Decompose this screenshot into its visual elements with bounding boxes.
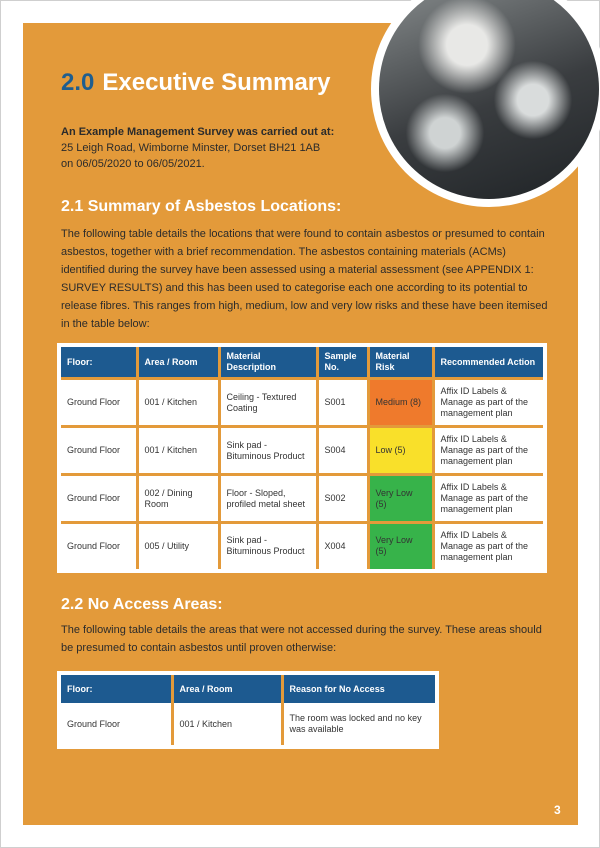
cell-reason: The room was locked and no key was available [282, 703, 437, 747]
cell-material: Sink pad - Bituminous Product [219, 523, 317, 571]
cell-material: Sink pad - Bituminous Product [219, 427, 317, 475]
cell-action: Affix ID Labels & Manage as part of the management plan [433, 427, 545, 475]
cell-floor: Ground Floor [59, 379, 137, 427]
no-access-table [57, 671, 439, 749]
cell-material: Floor - Sloped, profiled metal sheet [219, 475, 317, 523]
cell-risk: Medium (8) [368, 379, 433, 427]
cell-action: Affix ID Labels & Manage as part of the management plan [433, 523, 545, 571]
cell-risk: Very Low (5) [368, 475, 433, 523]
col-header: Floor: [59, 345, 137, 379]
col-header: Area / Room [137, 345, 219, 379]
section-paragraph-2-2: The following table details the areas that were not accessed during the survey. These areas should be presumed to contain asbestos until proven otherwise: [61, 624, 542, 654]
cell-area: 001 / Kitchen [137, 379, 219, 427]
page-title [61, 69, 331, 97]
cell-floor: Ground Floor [59, 427, 137, 475]
cell-floor: Ground Floor [59, 523, 137, 571]
asbestos-locations-table [57, 343, 547, 573]
section-heading-2-1: 2.1 Summary of Asbestos Locations: [61, 198, 342, 215]
cell-area: 005 / Utility [137, 523, 219, 571]
col-header: Recommended Action [433, 345, 545, 379]
survey-intro [61, 124, 334, 172]
asbestos-image [379, 0, 599, 199]
section-number: 2.0 [61, 69, 95, 96]
cell-area: 002 / Dining Room [137, 475, 219, 523]
cell-action: Affix ID Labels & Manage as part of the management plan [433, 475, 545, 523]
title-text: Executive Summary [102, 69, 331, 96]
section-heading-2-2: 2.2 No Access Areas: [61, 596, 223, 613]
intro-lead: An Example Management Survey was carried out at: [61, 126, 335, 138]
col-header: Reason for No Access [282, 673, 437, 703]
cell-risk: Low (5) [368, 427, 433, 475]
col-header: Sample No. [317, 345, 368, 379]
cell-sample: S002 [317, 475, 368, 523]
cell-action: Affix ID Labels & Manage as part of the management plan [433, 379, 545, 427]
table-row [59, 523, 545, 571]
table-row [59, 475, 545, 523]
cell-area: 001 / Kitchen [172, 703, 282, 747]
cell-floor: Ground Floor [59, 703, 172, 747]
col-header: Area / Room [172, 673, 282, 703]
cell-risk: Very Low (5) [368, 523, 433, 571]
table-row [59, 379, 545, 427]
cell-area: 001 / Kitchen [137, 427, 219, 475]
cell-sample: S004 [317, 427, 368, 475]
table-row [59, 703, 437, 747]
intro-dates: on 06/05/2020 to 06/05/2021. [61, 158, 205, 170]
cell-material: Ceiling - Textured Coating [219, 379, 317, 427]
col-header: Material Risk [368, 345, 433, 379]
cell-floor: Ground Floor [59, 475, 137, 523]
page-number: 3 [554, 803, 561, 817]
cell-sample: S001 [317, 379, 368, 427]
table-row [59, 427, 545, 475]
cell-sample: X004 [317, 523, 368, 571]
section-paragraph-2-1: The following table details the locations that were found to contain asbestos or presumed to contain asbestos, together with a brief recommendation. The asbestos containing materials (ACMs) identified during the survey have been assessed using a material assessment (see APPENDIX 1: SURVEY RESULTS) and this has been used to categorise each one according to its potential to release fibres. This ranges from high, medium, low and very low risks and these have been itemised in the table below: [61, 228, 548, 330]
intro-address: 25 Leigh Road, Wimborne Minster, Dorset BH21 1AB [61, 142, 321, 154]
col-header: Material Description [219, 345, 317, 379]
col-header: Floor: [59, 673, 172, 703]
